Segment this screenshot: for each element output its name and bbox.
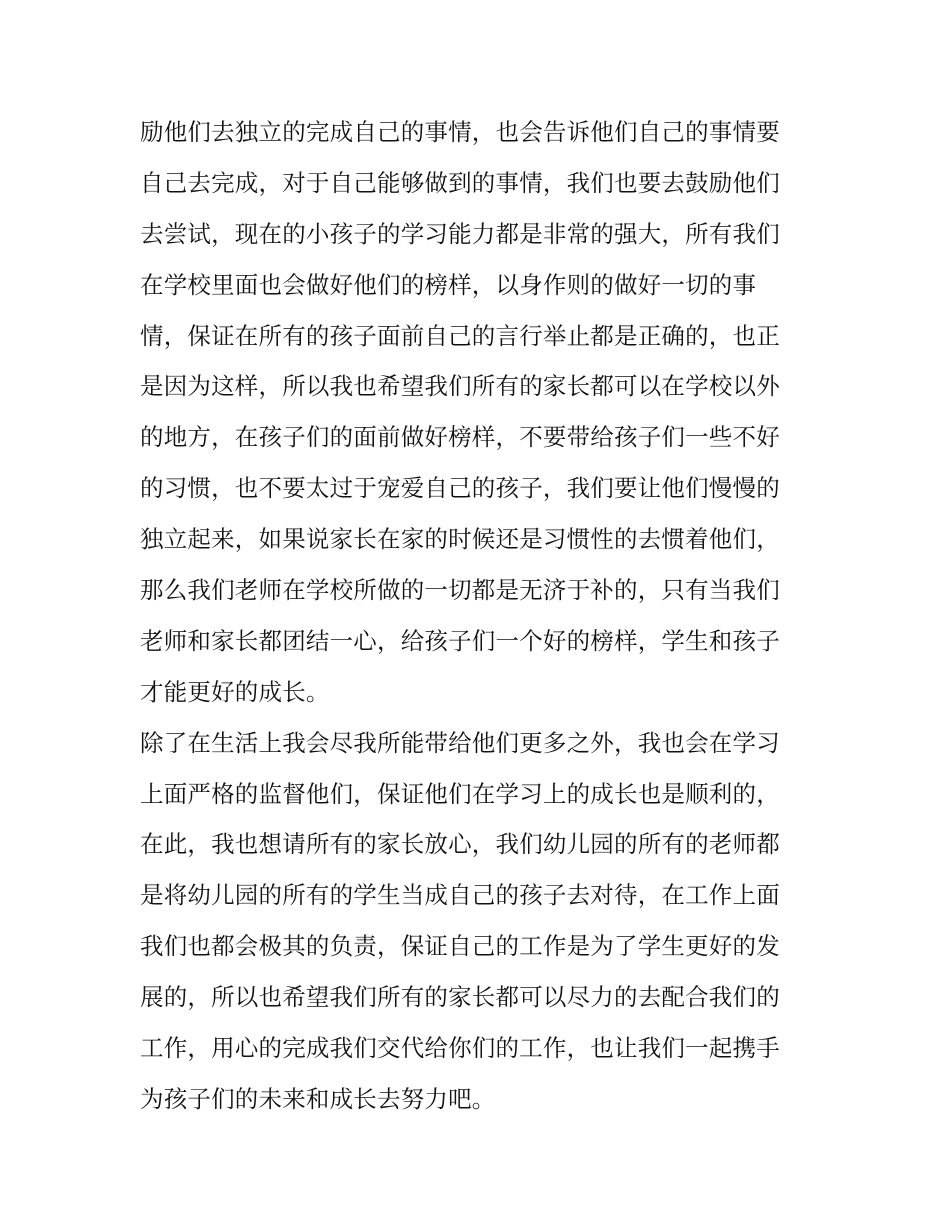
text-line: 老师和家长都团结一心，给孩子们一个好的榜样，学生和孩子 [140, 626, 780, 655]
text-line: 独立起来，如果说家长在家的时候还是习惯性的去惯着他们， [140, 525, 780, 554]
text-line: 除了在生活上我会尽我所能带给他们更多之外，我也会在学习 [140, 728, 780, 757]
text-line: 去尝试，现在的小孩子的学习能力都是非常的强大，所有我们 [140, 219, 780, 248]
paragraph-2 [140, 718, 815, 1125]
text-line: 的地方，在孩子们的面前做好榜样，不要带给孩子们一些不好 [140, 423, 780, 452]
text-line: 展的，所以也希望我们所有的家长都可以尽力的去配合我们的 [140, 983, 780, 1012]
text-line: 是因为这样，所以我也希望我们所有的家长都可以在学校以外 [140, 372, 780, 401]
text-line: 的习惯，也不要太过于宠爱自己的孩子，我们要让他们慢慢的 [140, 474, 780, 503]
text-line: 在学校里面也会做好他们的榜样，以身作则的做好一切的事 [140, 270, 757, 299]
text-line: 自己去完成，对于自己能够做到的事情，我们也要去鼓励他们 [140, 168, 780, 197]
text-line: 那么我们老师在学校所做的一切都是无济于补的，只有当我们 [140, 576, 780, 605]
document-body [140, 107, 815, 1125]
text-line: 励他们去独立的完成自己的事情，也会告诉他们自己的事情要 [140, 118, 780, 146]
text-line: 上面严格的监督他们，保证他们在学习上的成长也是顺利的， [140, 779, 780, 808]
text-line: 工作，用心的完成我们交代给你们的工作，也让我们一起携手 [140, 1034, 780, 1063]
text-line: 在此，我也想请所有的家长放心，我们幼儿园的所有的老师都 [140, 830, 780, 859]
text-line: 为孩子们的未来和成长去努力吧。 [140, 1084, 496, 1113]
text-line: 是将幼儿园的所有的学生当成自己的孩子去对待，在工作上面 [140, 881, 780, 910]
paragraph-1 [140, 107, 815, 718]
text-line: 我们也都会极其的负责，保证自己的工作是为了学生更好的发 [140, 932, 780, 961]
text-line: 情，保证在所有的孩子面前自己的言行举止都是正确的，也正 [140, 321, 780, 350]
text-line: 才能更好的成长。 [140, 677, 330, 706]
